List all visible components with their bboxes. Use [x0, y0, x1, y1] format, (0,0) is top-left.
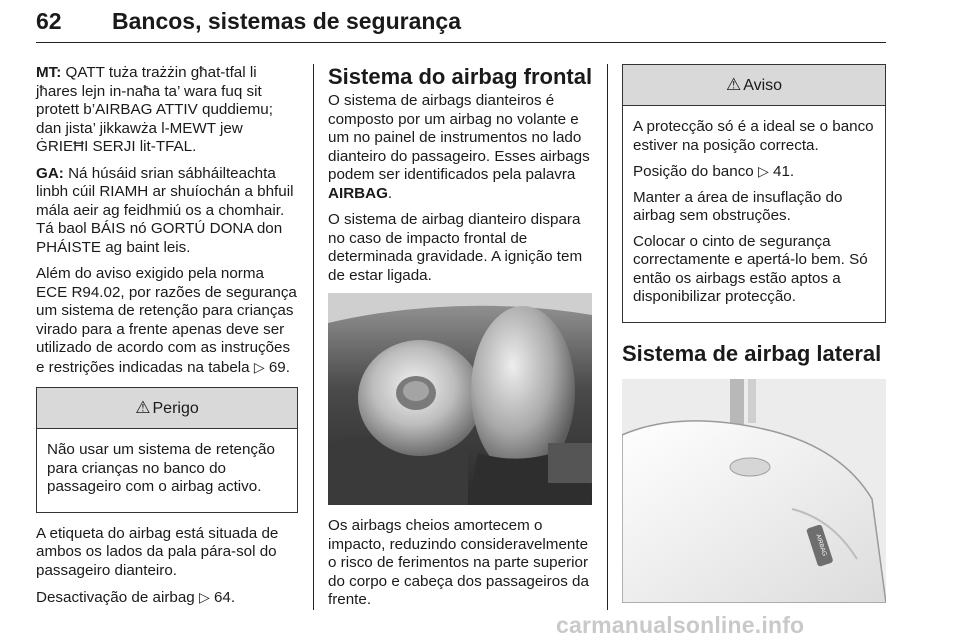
aviso-title: Aviso — [743, 77, 783, 94]
paragraph-front-airbag-trigger: O sistema de airbag dianteiro dispara no caso de impacto frontal de determinada gravidade. A ignição tem de estar ligada. — [328, 211, 583, 284]
page-ref-arrow-icon: ▷ — [198, 589, 210, 605]
paragraph-deactivation — [36, 588, 298, 608]
column-divider-2 — [607, 64, 608, 610]
page-ref-link[interactable]: 69. — [268, 358, 290, 376]
warning-ga-text: Ná húsáid srian sábháilteachta linbh cúil RIAMH ar shuíochán a bhfuil mála aeir ag feidhmiú os a chomhair. Tá baol BÁIS nó GORTÚ DONA don PHÁISTE ag baint leis. — [36, 164, 294, 256]
front-airbag-svg — [328, 293, 592, 505]
period: . — [387, 184, 393, 202]
warning-mt-text: QATT tuża trażżin għat-tfal li jħares lejn in-naħa ta’ wara fuq sit protett b’AIRBAG ATTIV quddiemu; dan jista’ jikkawża l-MEWT jew ĠRIEĦI SERJI lit-TFAL. — [36, 64, 273, 155]
paragraph-front-airbag-effect: Os airbags cheios amortecem o impacto, reduzindo consideravelmente o risco de ferimentos na parte superior do corpo e cabeça dos passageiros da frente. — [328, 517, 589, 608]
column-1 — [36, 64, 298, 616]
airbag-word: AIRBAG — [328, 184, 388, 202]
perigo-text: Não usar um sistema de retenção para crianças no banco do passageiro com o airbag activo. — [47, 441, 275, 495]
seat-airbag-label: AIRBAG — [814, 533, 828, 557]
paragraph-label-location: A etiqueta do airbag está situada de ambos os lados da pala pára-sol do passageiro dianteiro. — [36, 524, 279, 579]
aviso-box — [622, 64, 886, 323]
column-2 — [328, 64, 594, 618]
header-rule — [36, 42, 886, 43]
paragraph-ece-text: Além do aviso exigido pela norma ECE R94.02, por razões de segurança um sistema de retenção para crianças virado para a frente apenas deve ser utilizado de acordo com as instruções e restrições indicadas na tabela — [36, 265, 297, 376]
watermark: carmanualsonline.info — [556, 612, 805, 638]
section-heading-front-airbag: Sistema do airbag frontal — [328, 64, 593, 89]
lang-label-ga: GA: — [36, 164, 64, 182]
page-ref-arrow-icon: ▷ — [757, 163, 769, 179]
aviso-text-3: Manter a área de insuflação do airbag sem obstruções. — [633, 188, 843, 224]
perigo-box-header — [37, 388, 297, 429]
perigo-box-body — [37, 429, 297, 512]
aviso-text-2 — [633, 162, 875, 182]
aviso-box-header — [623, 65, 885, 106]
section-heading-side-airbag: Sistema de airbag lateral — [622, 340, 882, 366]
page-ref-arrow-icon: ▷ — [253, 358, 265, 375]
column-3 — [622, 64, 886, 603]
column-divider-1 — [313, 64, 314, 610]
page-ref-link[interactable]: 64. — [213, 589, 236, 606]
page-header — [36, 6, 886, 46]
warning-triangle-icon: ⚠ — [725, 75, 742, 94]
perigo-title: Perigo — [152, 400, 199, 417]
side-airbag-illustration — [622, 379, 886, 603]
warning-mt — [36, 64, 298, 157]
paragraph-deactivation-text: Desactivação de airbag — [36, 589, 195, 606]
paragraph-front-airbag-text: O sistema de airbags dianteiros é composto por um airbag no volante e um no painel de instrumentos no lado dianteiro do passageiro. Esses airbags podem ser identificados pela palavra — [328, 92, 590, 183]
front-airbag-illustration — [328, 293, 592, 505]
aviso-text-4: Colocar o cinto de segurança correctamente e apertá-lo bem. Só então os airbags estão aptos a disponibilizar protecção. — [633, 232, 868, 305]
aviso-text-2-text: Posição do banco — [633, 163, 754, 180]
paragraph-ece — [36, 265, 298, 377]
page-ref-link[interactable]: 41. — [773, 163, 795, 180]
aviso-text-1: A protecção só é a ideal se o banco estiver na posição correcta. — [633, 118, 874, 154]
lang-label-mt: MT: — [36, 64, 62, 81]
perigo-box — [36, 387, 298, 513]
paragraph-front-airbag-intro — [328, 92, 594, 203]
page-title: Bancos, sistemas de segurança — [112, 8, 461, 34]
page-number: 62 — [36, 8, 62, 34]
warning-ga — [36, 165, 298, 258]
warning-triangle-icon: ⚠ — [135, 398, 151, 417]
side-airbag-svg — [622, 379, 886, 603]
aviso-box-body — [623, 106, 885, 322]
